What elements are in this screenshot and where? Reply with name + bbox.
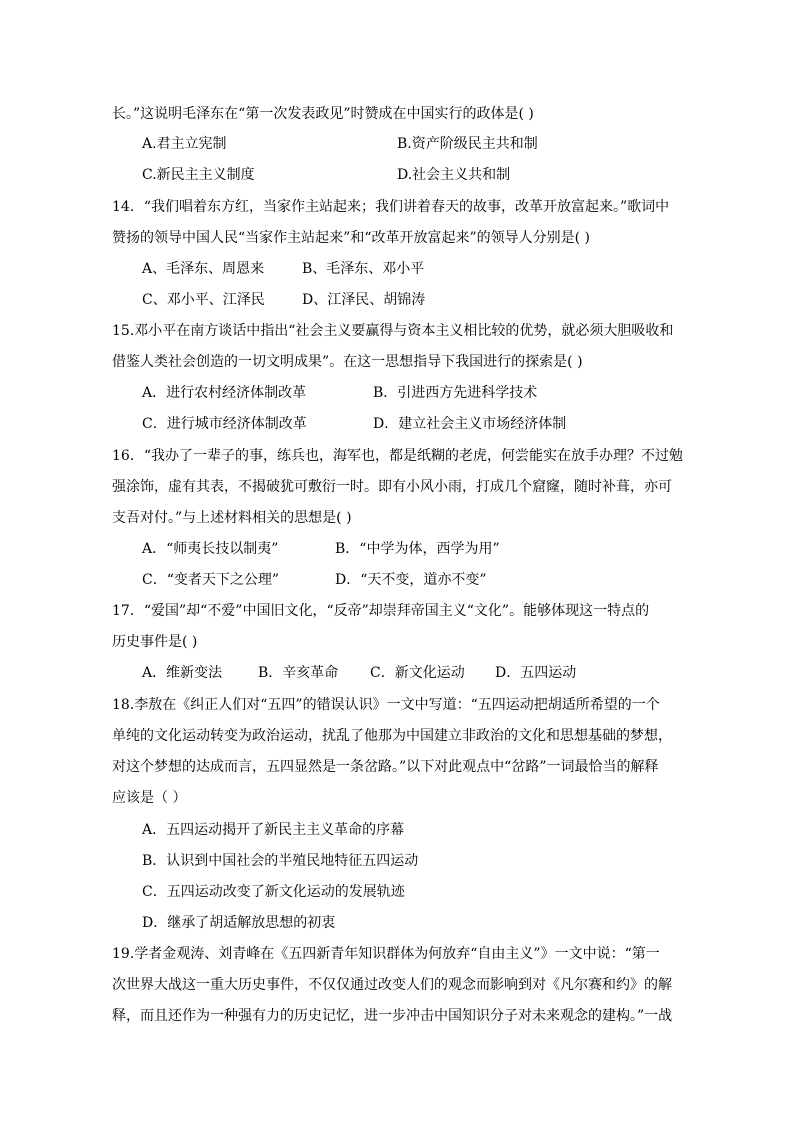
q18-option-b: B．认识到中国社会的半殖民地特征五四运动 — [142, 853, 419, 869]
q17-option-c: C．新文化运动 — [370, 665, 465, 681]
q13-option-b: B.资产阶级民主共和制 — [397, 136, 538, 152]
q14-option-d: D、江泽民、胡锦涛 — [302, 292, 426, 308]
q16-stem-line-3: 支吾对付。”与上述材料相关的思想是( ) — [112, 510, 352, 526]
q19-stem-line-3: 释，而且还作为一种强有力的历史记忆，进一步冲击中国知识分子对未来观念的建构。”一战 — [112, 1008, 673, 1024]
q17-stem-line-1: 17．“爱国”却“不爱”中国旧文化，“反帝”却崇拜帝国主义“文化”。能够体现这一特点的 — [112, 603, 650, 619]
q14-stem-line-1: 14．“我们唱着东方红，当家作主站起来；我们讲着春天的故事，改革开放富起来。”歌词中 — [112, 199, 670, 215]
q18-stem-line-2: 单纯的文化运动转变为政治运动，扰乱了他那为中国建立非政治的文化和思想基础的梦想， — [112, 728, 672, 744]
q14-option-c: C、邓小平、江泽民 — [142, 292, 265, 308]
q13-option-d: D.社会主义共和制 — [397, 167, 511, 183]
q16-option-b: B．“中学为体，西学为用” — [335, 541, 500, 557]
q16-stem-line-1: 16．“我办了一辈子的事，练兵也，海军也，都是纸糊的老虎，何尝能实在放手办理？不过勉 — [112, 448, 683, 464]
q13-option-c: C.新民主主义制度 — [142, 167, 255, 183]
q19-stem-line-1: 19.学者金观涛、刘青峰在《五四新青年知识群体为何放弃“自由主义”》一文中说：“第一 — [112, 946, 660, 962]
q18-stem-line-1: 18.李敖在《纠正人们对“五四”的错误认识》一文中写道：“五四运动把胡适所希望的一个 — [112, 697, 660, 713]
q18-stem-line-3: 对这个梦想的达成而言，五四显然是一条岔路。”以下对此观点中“岔路”一词最恰当的解释 — [112, 759, 659, 775]
q19-stem-line-2: 次世界大战这一重大历史事件，不仅仅通过改变人们的观念而影响到对《凡尔赛和约》的解 — [112, 977, 672, 993]
q15-option-b: B．引进西方先进科学技术 — [373, 385, 538, 401]
q14-option-b: B、毛泽东、邓小平 — [302, 261, 425, 277]
q15-option-d: D．建立社会主义市场经济体制 — [373, 416, 567, 432]
q15-option-c: C．进行城市经济体制改革 — [142, 416, 307, 432]
q16-option-d: D．“天不变，道亦不变” — [335, 572, 487, 588]
q18-option-c: C．五四运动改变了新文化运动的发展轨迹 — [142, 884, 405, 900]
q14-option-a: A、毛泽东、周恩来 — [142, 261, 265, 277]
q14-stem-line-2: 赞扬的领导中国人民“当家作主站起来”和“改革开放富起来”的领导人分别是( ) — [112, 230, 591, 246]
q18-option-a: A．五四运动揭开了新民主主义革命的序幕 — [142, 822, 405, 838]
q13-stem-tail: 长。”这说明毛泽东在“第一次发表政见”时赞成在中国实行的政体是( ) — [112, 106, 534, 122]
q18-option-d: D．继承了胡适解放思想的初衷 — [142, 915, 336, 931]
q17-stem-line-2: 历史事件是( ) — [112, 634, 198, 650]
q17-option-d: D．五四运动 — [495, 665, 577, 681]
q17-option-b: B．辛亥革命 — [258, 665, 339, 681]
q16-option-c: C．“变者天下之公理” — [142, 572, 280, 588]
q15-stem-line-2: 借鉴人类社会创造的一切文明成果”。在这一思想指导下我国进行的探索是( ) — [112, 354, 583, 370]
q16-option-a: A．“师夷长技以制夷” — [142, 541, 279, 557]
q16-stem-line-2: 强涂饰，虚有其表，不揭破犹可敷衍一时。即有小风小雨，打成几个窟窿，随时补葺，亦可 — [112, 479, 672, 495]
q15-stem-line-1: 15.邓小平在南方谈话中指出“社会主义要赢得与资本主义相比较的优势，就必须大胆吸收和 — [112, 323, 674, 339]
q15-option-a: A．进行农村经济体制改革 — [142, 385, 307, 401]
q18-stem-line-4: 应该是（ ） — [112, 790, 187, 806]
q17-option-a: A．维新变法 — [142, 665, 223, 681]
q13-option-a: A.君主立宪制 — [142, 136, 227, 152]
